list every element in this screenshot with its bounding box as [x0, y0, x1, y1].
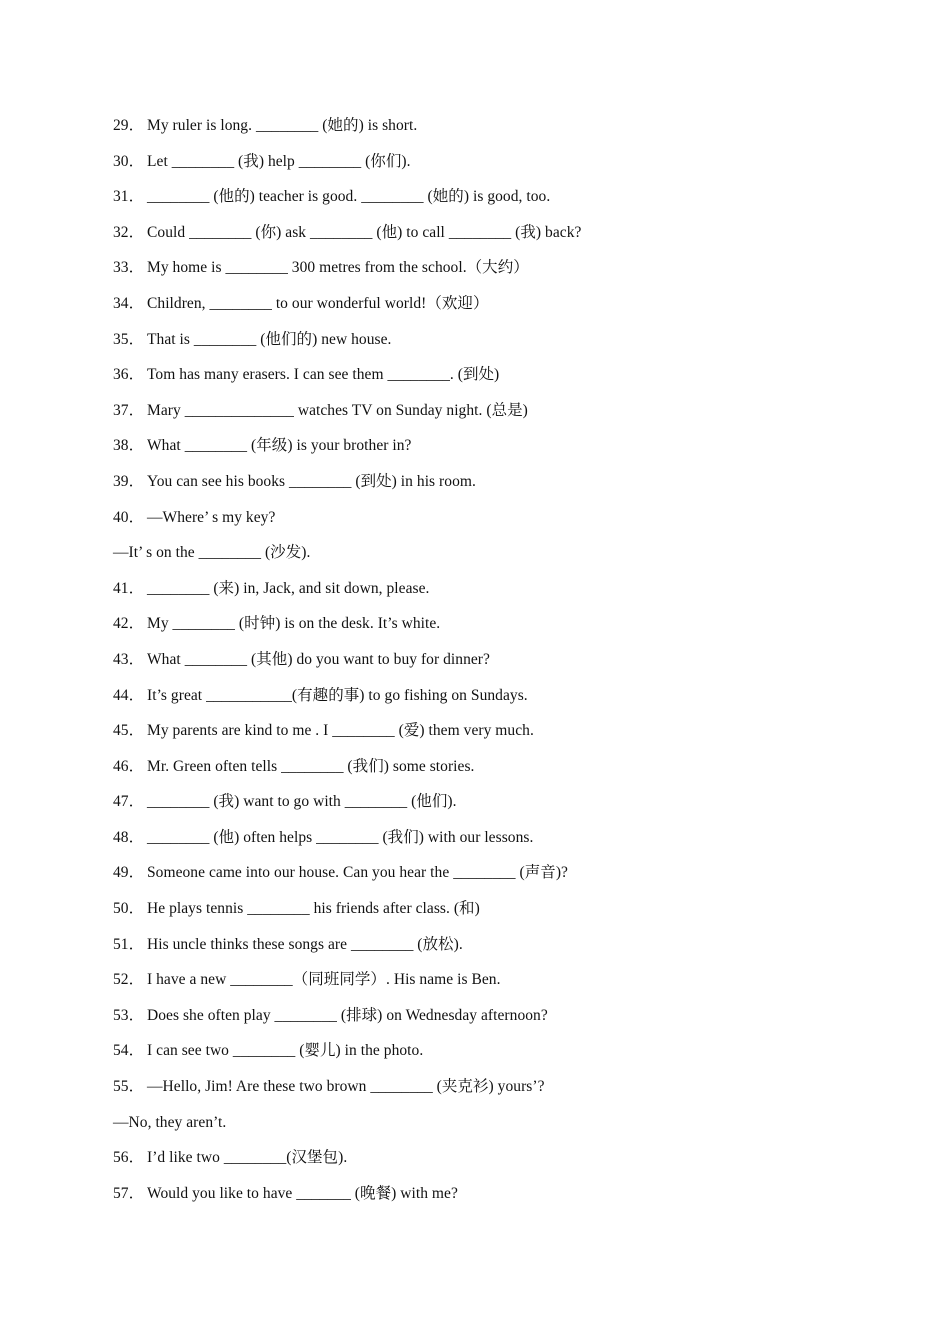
exercise-line [113, 1074, 873, 1110]
exercise-line [113, 149, 873, 185]
question-text: Children, ________ to our wonderful world!（欢迎） [147, 294, 489, 312]
exercise-line [113, 967, 873, 1003]
question-text: —Where’ s my key? [147, 508, 276, 526]
question-number: 40． [113, 508, 145, 526]
question-number: 30． [113, 152, 145, 170]
question-text: ________ (他) often helps ________ (我们) with our lessons. [147, 828, 534, 846]
exercise-line [113, 220, 873, 256]
question-text: I can see two ________ (婴儿) in the photo. [147, 1042, 424, 1060]
exercise-line [113, 362, 873, 398]
exercise-line [113, 398, 873, 434]
question-text: My ruler is long. ________ (她的) is short. [147, 117, 418, 134]
question-text: It’s great ___________(有趣的事) to go fishing on Sundays. [147, 686, 528, 704]
question-text: ________ (他的) teacher is good. ________ (她的) is good, too. [147, 188, 551, 206]
question-text: —Hello, Jim! Are these two brown ________ (夹克衫) yours’? [147, 1078, 545, 1096]
exercise-line [113, 505, 873, 541]
exercise-answer-line [113, 540, 873, 576]
question-text: He plays tennis ________ his friends after class. (和) [147, 900, 480, 918]
exercise-line [113, 896, 873, 932]
exercise-line [113, 789, 873, 825]
question-number: 36． [113, 366, 145, 384]
exercise-answer-line [113, 1110, 873, 1146]
question-number: 41． [113, 579, 145, 597]
exercise-line [113, 469, 873, 505]
question-text: —It’ s on the ________ (沙发). [113, 544, 311, 562]
exercise-line [113, 113, 873, 149]
question-number: 47． [113, 793, 145, 811]
question-text: I’d like two ________(汉堡包). [147, 1149, 348, 1167]
exercise-line [113, 647, 873, 683]
question-text: My parents are kind to me . I ________ (爱) them very much. [147, 722, 534, 740]
question-text: Mary ______________ watches TV on Sunday night. (总是) [147, 401, 528, 419]
question-number: 42． [113, 615, 145, 633]
question-number: 39． [113, 472, 145, 490]
question-number: 52． [113, 971, 145, 989]
exercise-line [113, 1038, 873, 1074]
exercise-line [113, 327, 873, 363]
question-number: 56． [113, 1149, 145, 1167]
question-text: What ________ (年级) is your brother in? [147, 437, 412, 455]
question-text: Could ________ (你) ask ________ (他) to call ________ (我) back? [147, 223, 582, 241]
question-number: 53． [113, 1006, 145, 1024]
question-number: 48． [113, 828, 145, 846]
exercise-line [113, 825, 873, 861]
question-number: 32． [113, 223, 145, 241]
question-text: I have a new ________（同班同学）. His name is Ben. [147, 971, 501, 989]
question-number: 31． [113, 188, 145, 206]
question-number: 54． [113, 1042, 145, 1060]
question-number: 57． [113, 1184, 145, 1202]
exercise-line [113, 1181, 873, 1217]
question-number: 46． [113, 757, 145, 775]
question-number: 49． [113, 864, 145, 882]
question-number: 45． [113, 722, 145, 740]
exercise-line [113, 932, 873, 968]
exercise-line [113, 718, 873, 754]
question-text: My ________ (时钟) is on the desk. It’s white. [147, 615, 441, 633]
question-number: 33． [113, 259, 145, 277]
question-text: Does she often play ________ (排球) on Wednesday afternoon? [147, 1006, 548, 1024]
question-text: Someone came into our house. Can you hear the ________ (声音)? [147, 864, 568, 882]
question-text: My home is ________ 300 metres from the school.（大约） [147, 259, 529, 277]
question-text: You can see his books ________ (到处) in his room. [147, 472, 476, 490]
question-text: —No, they aren’t. [113, 1113, 227, 1131]
exercise-line [113, 1145, 873, 1181]
question-text: ________ (来) in, Jack, and sit down, please. [147, 579, 430, 597]
question-text: Would you like to have _______ (晚餐) with me? [147, 1184, 458, 1202]
question-number: 50． [113, 900, 145, 918]
question-text: Mr. Green often tells ________ (我们) some stories. [147, 757, 475, 775]
exercise-line [113, 184, 873, 220]
question-number: 34． [113, 294, 145, 312]
exercise-line [113, 1003, 873, 1039]
question-number: 43． [113, 650, 145, 668]
question-text: What ________ (其他) do you want to buy for dinner? [147, 650, 490, 668]
question-text: Tom has many erasers. I can see them ________. (到处) [147, 366, 500, 384]
question-number: 35． [113, 330, 145, 348]
question-text: That is ________ (他们的) new house. [147, 330, 392, 348]
exercise-line [113, 683, 873, 719]
question-number: 44． [113, 686, 145, 704]
exercise-line [113, 433, 873, 469]
exercise-line [113, 576, 873, 612]
question-text: ________ (我) want to go with ________ (他们). [147, 793, 457, 811]
exercise-line [113, 611, 873, 647]
question-number: 38． [113, 437, 145, 455]
exercise-line [113, 291, 873, 327]
question-number: 55． [113, 1078, 145, 1096]
exercise-list [113, 113, 873, 1216]
question-number: 51． [113, 935, 145, 953]
question-text: Let ________ (我) help ________ (你们). [147, 152, 411, 170]
exercise-line [113, 754, 873, 790]
exercise-line [113, 255, 873, 291]
exercise-line [113, 860, 873, 896]
question-number: 37． [113, 401, 145, 419]
question-text: His uncle thinks these songs are ________ (放松). [147, 935, 463, 953]
question-number: 29． [113, 117, 145, 134]
